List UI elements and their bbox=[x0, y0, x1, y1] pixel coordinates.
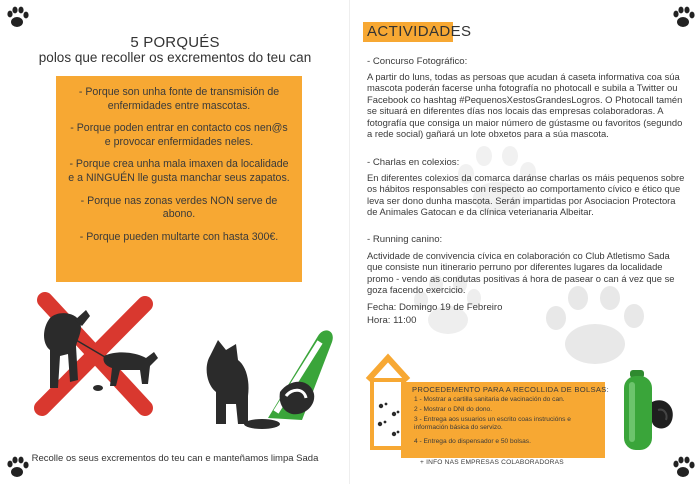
forbidden-dog-illustration bbox=[20, 290, 170, 420]
reason-item: - Porque poden entrar en contacto cos nen@s e provocar enfermidades neles. bbox=[70, 122, 288, 148]
reasons-box bbox=[56, 76, 302, 282]
event-date: Fecha: Domingo 19 de Febreiro bbox=[367, 302, 503, 313]
reason-item: - Porque crea unha mala imaxen da localidade e a NINGUÉN lle gusta manchar seus zapatos. bbox=[68, 158, 290, 184]
event-time: Hora: 11:00 bbox=[367, 315, 417, 326]
bag-dispenser-illustration bbox=[618, 366, 680, 458]
reasons-subtitle: polos que recoller os excrementos do teu can bbox=[38, 50, 312, 65]
section-body: En diferentes colexios da comarca daránse charlas os máis pequenos sobre os hábitos responsables con respecto ao comportamento cívico e ético que leva ser dono dunha mascota. Serán impartidas por Asociacion Protectora de Animales Gatocan e da clínica veterianaria Albeitar. bbox=[367, 172, 685, 218]
section-body: Actividade de convivencia cívica en colaboración co Club Atletismo Sada que consiste nun itinerario perruno por diferentes lugares da localidade promo - vendo as condutas positivas á hora de pasear o can á vez que se goza facendo exercicio. bbox=[367, 250, 675, 296]
paw-icon bbox=[668, 2, 698, 32]
reason-item: - Porque son unha fonte de transmisión de enfermidades entre mascotas. bbox=[78, 86, 280, 112]
activities-title: ACTIVIDADES bbox=[367, 23, 472, 40]
section-heading: - Charlas en colexios: bbox=[367, 157, 460, 168]
dog-bag-illustration bbox=[198, 300, 338, 440]
section-heading: - Running canino: bbox=[367, 234, 443, 245]
section-body: A partir do luns, todas as persoas que acudan á caseta informativa coa súa mascota poderán facerse unha fotografía no photocall e subila a Twitter ou Facebook co hashtag #PequenosXestosGrandesLogros. O Photocall tamén se situará en diferentes días nos locais das empresas colaboradoras. A fotografía que consiga un maior número de gústasme ou favoritos (segundo a rede social) gañará un lote obxetos para a súa mascota. bbox=[367, 71, 683, 140]
paw-icon bbox=[2, 2, 32, 32]
procedure-step: 1 - Mostrar a cartilla sanitaria de vacinación do can. bbox=[414, 396, 565, 403]
procedure-step: 2 - Mostrar o DNI do dono. bbox=[414, 406, 493, 413]
procedure-step: 3 - Entrega aos usuarios un escrito coas instrucións e información básica do servizo. bbox=[414, 416, 571, 431]
procedure-title: PROCEDEMENTO PARA A RECOLLIDA DE BOLSAS: bbox=[412, 385, 609, 394]
reason-item: - Porque nas zonas verdes NON serve de abono. bbox=[80, 194, 278, 221]
more-info-note: + INFO NAS EMPRESAS COLABORADORAS bbox=[420, 459, 564, 466]
procedure-step: 4 - Entrega do dispensador e 50 bolsas. bbox=[414, 438, 531, 445]
reason-item: - Porque pueden multarte con hasta 300€. bbox=[79, 230, 279, 243]
reasons-title: 5 PORQUÉS bbox=[130, 34, 220, 51]
left-footer-slogan: Recolle os seus excrementos do teu can e manteñamos limpa Sada bbox=[31, 453, 319, 464]
panel-divider bbox=[349, 0, 350, 484]
section-heading: - Concurso Fotográfico: bbox=[367, 56, 468, 67]
